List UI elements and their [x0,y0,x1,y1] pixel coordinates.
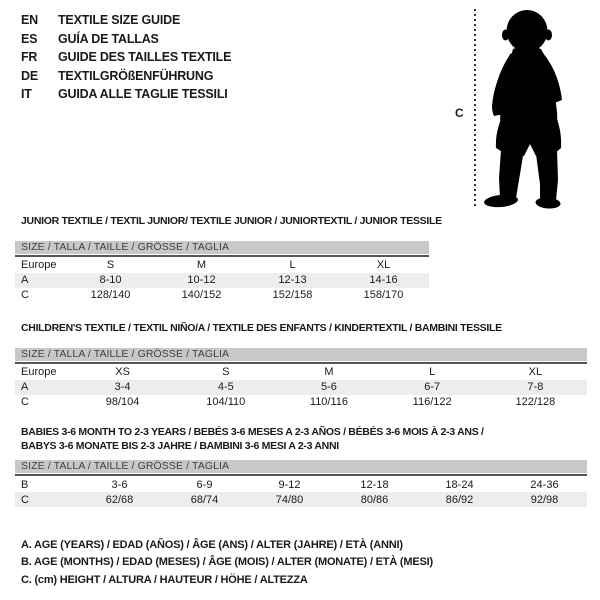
height-measure-label: C [455,106,464,120]
size-table-row [15,365,587,380]
size-value-cell: 5-6 [321,381,337,393]
language-title: GUIDE DES TAILLES TEXTILE [58,50,232,64]
children-textile-section [15,322,587,410]
size-value-cell: 12-13 [278,274,307,286]
size-table-row [15,477,587,492]
size-value-cell: 92/98 [530,493,559,506]
section-title [21,426,587,453]
row-label-cell: Europe [21,366,57,378]
language-title: GUIDA ALLE TAGLIE TESSILI [58,87,228,101]
size-value-cell: 128/140 [90,289,131,301]
row-label-cell: C [21,396,29,408]
section-title [21,215,442,229]
size-value-cell: 158/170 [363,289,404,301]
size-header-bar: SIZE / TALLA / TAILLE / GRÖSSE / TAGLIA [15,460,587,473]
size-value-cell: 4-5 [217,381,234,393]
size-value-cell: 116/122 [412,396,452,408]
row-label-cell: C [21,289,29,301]
size-value-cell: 62/68 [105,493,134,506]
section-title-line: BABYS 3-6 MONATE BIS 2-3 JAHRE / BAMBINI 3-6 MESI A 2-3 ANNI [21,439,339,452]
size-table-row [15,492,587,507]
header-divider-line [15,362,587,364]
language-code: ES [21,31,38,46]
size-value-cell: 8-10 [99,274,122,286]
row-label-cell: C [21,493,29,506]
header-divider-line [15,255,429,257]
size-value-cell: L [429,366,436,378]
section-title [21,322,587,336]
size-value-cell: 80/86 [360,493,389,506]
language-title: GUÍA DE TALLAS [58,31,159,46]
size-value-cell: 140/152 [181,289,222,301]
size-value-cell: 110/116 [309,396,349,408]
size-value-cell: 68/74 [190,493,219,506]
toddler-silhouette [480,8,592,210]
size-value-cell: 104/110 [206,396,246,408]
junior-textile-section [15,215,442,303]
size-value-cell: XS [115,366,130,378]
size-table-row [15,258,429,273]
size-value-cell: 6-7 [424,381,441,393]
height-measure-dotted-line [474,9,476,208]
row-label-cell: Europe [21,259,57,271]
size-value-cell: M [324,366,334,378]
language-title: TEXTILGRÖßENFÜHRUNG [58,68,214,83]
language-row [21,48,231,67]
junior-size-table [15,258,429,303]
babies-size-table [15,477,587,507]
footnote-age-years: A. AGE (YEARS) / EDAD (AÑOS) / ÂGE (ANS) / ALTER (JAHRE) / ETÀ (ANNI) [21,539,403,551]
size-value-cell: 74/80 [275,493,304,506]
section-title-line: JUNIOR TEXTILE / TEXTIL JUNIOR/ TEXTILE JUNIOR / JUNIORTEXTIL / JUNIOR TESSILE [21,215,442,227]
header-divider-line [15,474,587,476]
section-title-line: BABIES 3-6 MONTH TO 2-3 YEARS / BEBÉS 3-6 MESES A 2-3 AÑOS / BÉBÉS 3-6 MOIS À 2-3 ANS / [21,426,484,438]
size-value-cell: 10-12 [187,274,216,286]
size-table-row [15,395,587,410]
language-code: DE [21,68,38,83]
language-row [21,67,231,86]
children-size-table [15,365,587,410]
size-value-cell: 14-16 [369,274,398,286]
size-table-row [15,273,429,288]
size-value-cell: 18-24 [445,478,474,491]
language-row [21,85,231,104]
size-header-bar: SIZE / TALLA / TAILLE / GRÖSSE / TAGLIA [15,348,587,361]
row-label-cell: A [21,274,29,286]
size-value-cell: 86/92 [445,493,474,506]
language-code: IT [21,87,32,101]
language-title-list [21,11,231,104]
babies-textile-section [15,426,587,507]
section-title-line: CHILDREN'S TEXTILE / TEXTIL NIÑO/A / TEXTILE DES ENFANTS / KINDERTEXTIL / BAMBINI TESSILE [21,322,502,334]
language-title: TEXTILE SIZE GUIDE [58,13,181,27]
size-value-cell: 98/104 [105,396,140,408]
size-value-cell: 7-8 [527,381,544,393]
toddler-silhouette-shapes [484,10,562,209]
size-table-row [15,288,429,303]
size-value-cell: 6-9 [196,478,213,491]
size-value-cell: 152/158 [272,289,313,301]
language-row [21,11,231,30]
size-value-cell: M [196,259,207,271]
footnotes [21,537,433,589]
size-value-cell: S [222,366,230,378]
size-value-cell: 122/128 [515,396,556,408]
language-row [21,30,231,49]
size-value-cell: 24-36 [530,478,559,491]
size-table-row [15,380,587,395]
row-label-cell: B [21,478,29,491]
size-value-cell: XL [528,366,543,378]
footnote-height-cm: C. (cm) HEIGHT / ALTURA / HAUTEUR / HÖHE / ALTEZZA [21,573,308,586]
size-value-cell: L [289,259,296,271]
size-value-cell: S [106,259,115,271]
size-value-cell: 9-12 [278,478,301,491]
language-code: EN [21,13,38,27]
row-label-cell: A [21,381,29,393]
size-value-cell: 12-18 [360,478,389,491]
size-value-cell: 3-6 [111,478,128,491]
size-value-cell: XL [376,259,391,271]
size-value-cell: 3-4 [114,381,131,393]
footnote-age-months: B. AGE (MONTHS) / EDAD (MESES) / ÂGE (MOIS) / ALTER (MONATE) / ETÀ (MESI) [21,556,433,569]
size-header-bar: SIZE / TALLA / TAILLE / GRÖSSE / TAGLIA [15,241,429,254]
language-code: FR [21,50,38,64]
